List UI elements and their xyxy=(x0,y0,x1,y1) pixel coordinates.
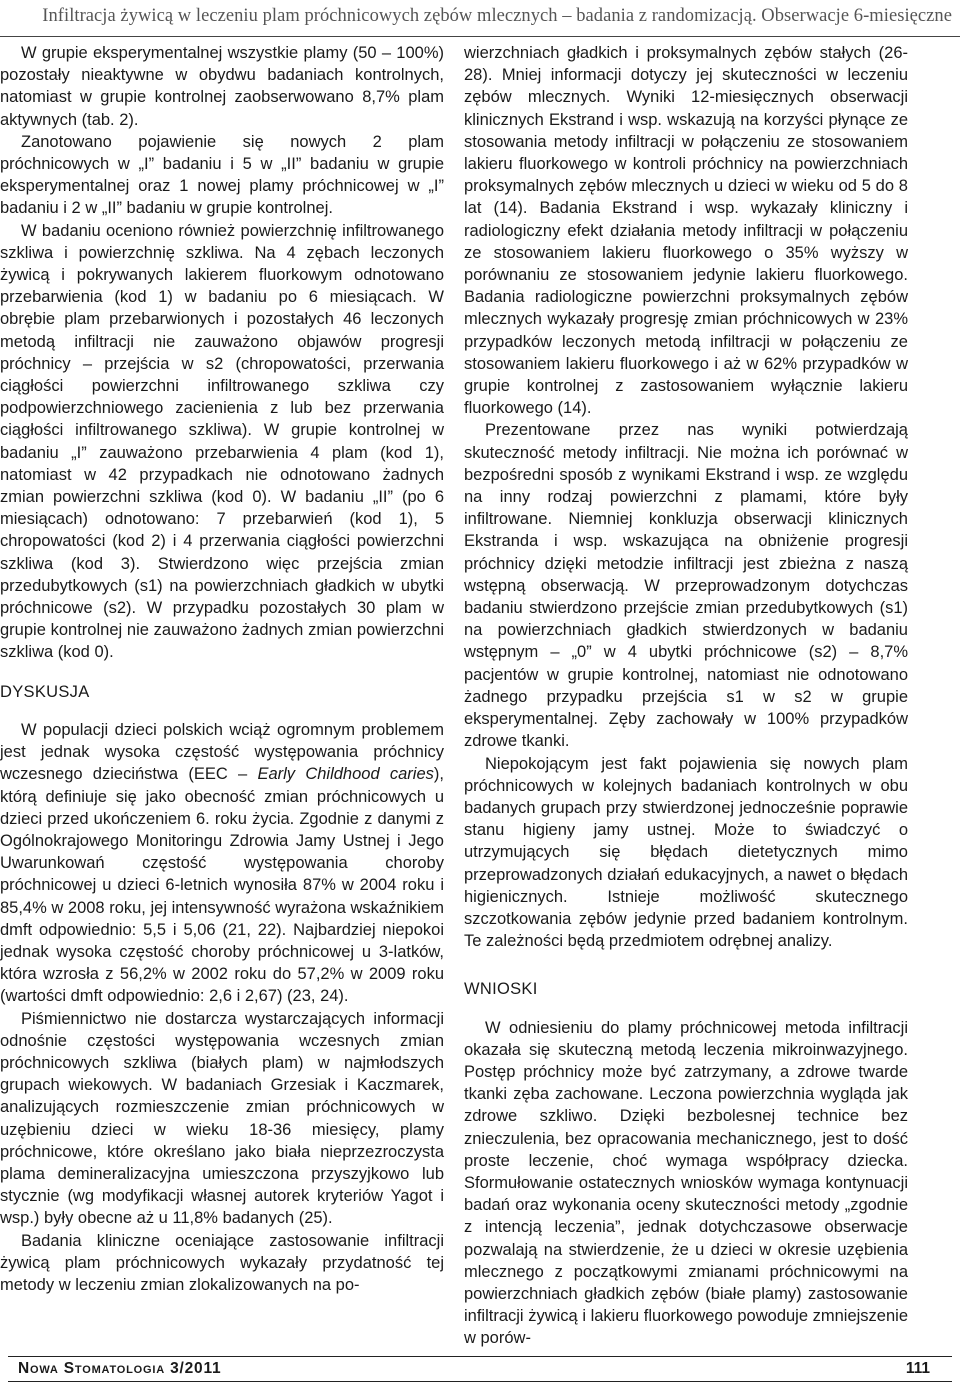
discussion-paragraph-4: wierzchniach gładkich i proksymalnych zębów stałych (26-28). Mniej informacji dotyczy jej skuteczności w leczeniu zębów mlecznych. Wyniki 12-miesięcznych obserwacji klinicznych Ekstrand i wsp. wskazują na korzyści płynące ze stosowania metody infiltracji w połączeniu ze stosowaniem lakieru fluorkowego w kontroli próchnicy na powierzchniach proksymalnych zębów mlecznych u dzieci w wieku od 5 do 8 lat (14). Badania Ekstrand i wsp. wykazały kliniczny i radiologiczny efekt działania metody infiltracji w połączeniu ze stosowaniem lakieru fluorkowego o 35% wyższy w porównaniu ze stosowaniem jedynie lakieru fluorkowego. Badania radiologiczne powierzchni proksymalnych zębów mlecznych wykazały progresję zmian próchnicowych w 23% przypadków leczonych metodą infiltracji w połączeniu ze stosowaniem lakieru fluorkowego i aż w 62% przypadków w grupie kontrolnej z zastosowaniem wyłącznie lakieru fluorkowego (14). xyxy=(464,44,908,418)
discussion-paragraph-6: Niepokojącym jest fakt pojawienia się nowych plam próchnicowych w kolejnych badaniach kontrolnych w obu badanych grupach przy stwierdzonej jednocześnie poprawie stanu higieny jamy ustnej. Może to świadczyć o utrzymujących się błędach dietetycznych mimo przeprowadzonych działań edukacyjnych, a nawet o błędach higienicznych. Istnieje możliwość skutecznego szczotkowania zębów jedynie przed badaniem kontrolnym. Te zależności będą przedmiotem odrębnej analizy. xyxy=(464,754,908,951)
page-header xyxy=(0,0,960,40)
discussion-paragraph-3: Badania kliniczne oceniające zastosowanie infiltracji żywicą plam próchnicowych wykazały przydatność tej metody w leczeniu zmian zlokalizowanych na po- xyxy=(0,1231,444,1294)
running-title: Infiltracja żywicą w leczeniu plam próchnicowych zębów mlecznych – badania z randomizacją. Obserwacje 6-miesięczne xyxy=(42,6,952,26)
discussion-text-b: ), którą definiuje się jako obecność zmian próchnicowych u dzieci przed ukończeniem 6. roku życia. Zgodnie z danymi z Ogólnokrajowego Monitoringu Zdrowia Jamy Ustnej i Jego Uwarunkowań częstość występowania choroby próchnicowej u dzieci 6-letnich wynosiła 87% w 2004 roku i 85,4% w 2008 roku, jej intensywność wyrażona wskaźnikiem dmft odpowiednio: 5,5 i 5,06 (21, 22). Najbardziej niepokoi jednak wysoka częstość choroby próchnicowej u 3-latków, która wzrosła z 56,2% w 2002 roku do 57,2% w 2009 roku (wartości dmft odpowiednio: 2,6 i 2,67) (23, 24). xyxy=(0,765,444,1006)
page-number: 111 xyxy=(905,1360,930,1377)
results-paragraph-3: W badaniu oceniono również powierzchnię infiltrowanego szkliwa i powierzchnię szkliwa. Na 4 zębach leczonych żywicą i pokrywanych lakierem fluorkowym odnotowano przebarwienia (kod 1) w badaniu po 6 miesiącach. W obrębie plam przebarwionych i pozostałych 46 leczonych metodą infiltracji nie zauważono objawów progresji próchnicy – przejścia w s2 (chropowatości, przerwania ciągłości powierzchni infiltrowanego szkliwa czy podpowierzchniowego zacienienia z lub bez przerwania ciągłości infiltrowanego szkliwa). W grupie kontrolnej w badaniu „I” zauważono przebarwienia 4 plam (kod 1), natomiast w 42 przypadkach nie odnotowano żadnych zmian powierzchni szkliwa (kod 0). W badaniu „II” (po 6 miesiącach) odnotowano: 7 przebarwień (kod 1), 5 chropowatości (kod 2) i 4 przerwania ciągłości powierzchni szkliwa (kod 3). Stwierdzono więc przejścia zmian przedubytkowych (s1) na powierzchniach gładkich w ubytki próchnicowe (s2). W przypadku pozostałych 30 plam w grupie kontrolnej nie zauważono żadnych zmian powierzchni szkliwa (kod 0). xyxy=(0,221,444,662)
conclusions-paragraph: W odniesieniu do plamy próchnicowej metoda infiltracji okazała się skuteczną metodą leczenia mikroinwazyjnego. Postęp próchnicy może być zatrzymany, a zdrowe twarde tkanki zęba zachowane. Leczona powierzchnia wygląda jak zdrowe szkliwo. Dzięki bezbolesnej technice bez znieczulenia, bez opracowania mechanicznego, jest to dość proste leczenie, choć wymaga współpracy dziecka. Sformułowanie ostatecznych wniosków wymaga kontynuacji badań oraz wykonania oceny skuteczności metody „zgodnie z intencją leczenia”, jednak dotychczasowe obserwacje pozwalają na stwierdzenie, że u dzieci w okresie uzębienia mlecznego z początkowymi zmianami próchnicowymi na powierzchniach gładkich zębów (białe plamy) zastosowanie infiltracji żywicą i lakieru fluorkowego powoduje zmniejszenie w porów- xyxy=(464,1018,908,1348)
discussion-italic-term: Early Childhood caries xyxy=(257,765,434,784)
footer-frame xyxy=(8,1356,952,1382)
section-heading-wnioski: WNIOSKI xyxy=(464,980,538,999)
discussion-paragraph-2: Piśmiennictwo nie dostarcza wystarczających informacji odnośnie częstości występowania wczesnych zmian próchnicowych szkliwa (białych plam) w najmłodszych grupach wiekowych. W badaniach Grzesiak i Kaczmarek, analizujących rozmieszczenie zmian próchnicowych w uzębieniu dzieci w wieku 18-36 miesięcy, plamy próchnicowe, które określano jako biała nieprzezroczysta plama demineralizacyjna umieszczona przyszyjkowo lub stycznie (wg modyfikacji własnej autorek kryteriów Yagot i wsp.) były obecne aż u 11,8% badanych (25). xyxy=(0,1009,444,1228)
discussion-paragraph-5: Prezentowane przez nas wyniki potwierdzają skuteczność metody infiltracji. Nie można ich porównać w bezpośredni sposób z wynikami Ekstrand i wsp. ze względu na inny rodzaj powierzchni z plamami, które były infiltrowane. Niemniej konkluzja obserwacji klinicznych Ekstranda i wsp. wskazująca na obniżenie progresji próchnicy dzięki metodzie infiltracji jest zbieżna z naszą wstępną obserwacją. W przeprowadzonym dotychczas badaniu stwierdzono przejście zmian przedubytkowych (s1) na powierzchniach gładkich stwierdzonych w badaniu wstępnym – „0” w 4 ubytki próchnicowe (s2) – 8,7% pacjentów w grupie kontrolnej, natomiast nie odnotowano żadnego przypadku przejścia s1 w s2 w grupie eksperymentalnej. Zęby zachowały w 100% przypadków zdrowe tkanki. xyxy=(464,421,908,751)
left-column xyxy=(0,42,444,1296)
results-paragraph-1: W grupie eksperymentalnej wszystkie plamy (50 – 100%) pozostały nieaktywne w obydwu badaniach kontrolnych, natomiast w grupie kontrolnej zaobserwowano 8,7% plam aktywnych (tab. 2). xyxy=(0,44,444,129)
discussion-text-a: W populacji dzieci polskich wciąż ogromnym problemem jest jednak wysoka częstość występowania próchnicy wczesnego dzieciństwa (EEC – xyxy=(0,720,444,784)
section-heading-dyskusja: DYSKUSJA xyxy=(0,682,90,701)
page-footer xyxy=(0,1356,960,1393)
results-paragraph-2: Zanotowano pojawienie się nowych 2 plam próchnicowych w „I” badaniu i 5 w „II” badaniu w grupie eksperymentalnej oraz 1 nowej plamy próchnicowej w „I” badaniu i 2 w „II” badaniu w grupie kontrolnej. xyxy=(0,132,444,218)
journal-name: Nowa Stomatologia 3/2011 xyxy=(18,1360,222,1377)
right-column xyxy=(464,42,908,1350)
header-rule xyxy=(0,36,960,37)
discussion-paragraph-1 xyxy=(0,719,444,1008)
